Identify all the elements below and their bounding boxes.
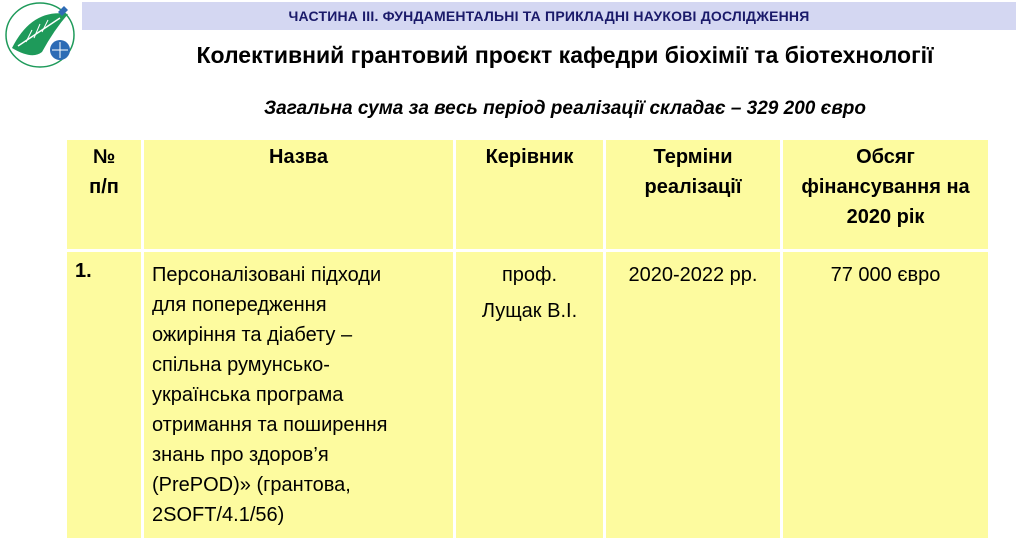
header-cell-amount: Обсяг фінансування на 2020 рік [783,140,988,249]
header-cell-num: № п/п [67,140,141,249]
cell-project-name: Персоналізовані підходи для попередження ожиріння та діабету – спільна румунсько- українська програма отримання та поширення знань про здоров’я (PrePOD)» (грантова, 2SOFT/4.1/56) [144,252,453,538]
lead-title: проф. [501,264,558,286]
university-logo [2,0,80,70]
header-cell-term: Терміни реалізації [606,140,780,249]
cell-term: 2020-2022 рр. [606,252,780,538]
header-cell-name: Назва [144,140,453,249]
table-header-row [67,140,988,249]
cell-lead [456,252,603,538]
table-row [67,252,988,538]
header-cell-lead: Керівник [456,140,603,249]
section-banner-text: ЧАСТИНА ІІІ. ФУНДАМЕНТАЛЬНІ ТА ПРИКЛАДНІ НАУКОВІ ДОСЛІДЖЕННЯ [288,8,810,24]
grant-table [64,137,991,541]
lead-name: Лущак В.І. [481,300,578,322]
total-sum-subtitle: Загальна сума за весь період реалізації складає – 329 200 євро [263,98,867,119]
section-banner [82,2,1016,30]
cell-amount: 77 000 євро [783,252,988,538]
cell-num: 1. [67,252,141,538]
page-title: Колективний грантовий проєкт кафедри біохімії та біотехнології [196,42,934,68]
